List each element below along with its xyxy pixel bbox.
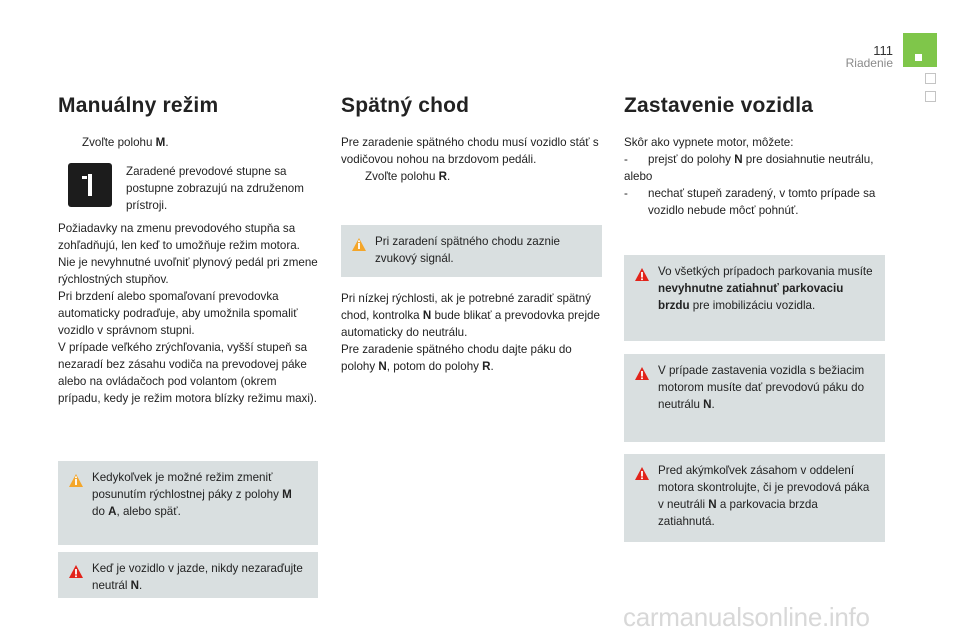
manual-mode-section [58, 92, 320, 407]
neutral-warning-text: V prípade zastavenia vozidla s bežiacim motorom musíte dať prevodovú páku do neutrálu N. [658, 364, 865, 411]
reverse-title: Spätný chod [341, 94, 470, 117]
manual-info-box [58, 461, 318, 545]
reverse-intro: Pre zaradenie spätného chodu musí vozidlo stáť s vodičovou nohou na brzdovom pedáli. [341, 136, 599, 166]
reverse-details [341, 290, 603, 375]
stopping-intro: Skôr ako vypnete motor, môžete: [624, 136, 794, 149]
tab-outline-square [925, 73, 936, 84]
reverse-section [341, 92, 603, 185]
gear-display-row [58, 163, 320, 214]
manual-paragraph: Nie je nevyhnutné uvoľniť plynový pedál pri zmene rýchlostných stupňov. [58, 256, 318, 286]
manual-info-text: Kedykoľvek je možné režim zmeniť posunutím rýchlostnej páky z polohy M do A, alebo späť. [92, 471, 292, 518]
stopping-option: - nechať stupeň zaradený, v tomto prípade sa vozidlo nebude môcť pohnúť. [624, 187, 876, 217]
engine-warning-text: Pred akýmkoľvek zásahom v oddelení motora skontrolujte, či je prevodová páka v neutráli N a parkovacia brzda zatiahnutá. [658, 464, 870, 528]
neutral-warning-box [624, 354, 885, 442]
warning-icon [68, 564, 84, 585]
reverse-info-text: Pri zaradení spätného chodu zaznie zvukový signál. [375, 235, 560, 265]
reverse-paragraph: Pre zaradenie spätného chodu dajte páku do polohy N, potom do polohy R. [341, 343, 572, 373]
page-number: 111 [873, 43, 893, 58]
reverse-paragraph: Pri nízkej rýchlosti, ak je potrebné zaradiť spätný chod, kontrolka N bude blikať a prevodovka prejde automaticky do neutrálu. [341, 292, 600, 339]
manual-warning-box [58, 552, 318, 598]
parking-warning-box [624, 255, 885, 341]
tab-outline-square [925, 91, 936, 102]
select-m-instruction: Zvoľte polohu M. [82, 136, 169, 149]
manual-paragraph: Pri brzdení alebo spomaľovaní prevodovka automaticky podraďuje, aby umožnila spomaliť vozidlo v správnom stupni. [58, 290, 298, 337]
warning-icon [634, 366, 650, 387]
stopping-or: alebo [624, 170, 653, 183]
section-tab-marker [903, 33, 937, 67]
select-r-instruction: Zvoľte polohu R. [365, 170, 451, 183]
info-icon [351, 237, 367, 258]
engine-warning-box [624, 454, 885, 542]
info-icon [68, 473, 84, 494]
manual-paragraph: V prípade veľkého zrýchľovania, vyšší stupeň sa nezaradí bez zásahu vodiča na prevodovej páke alebo na ovládačoch pod volantom (okrem prípadu, kedy je režim motora blízky režimu maxi). [58, 341, 318, 405]
manual-mode-title: Manuálny režim [58, 94, 219, 117]
gear-display-image [68, 163, 112, 207]
parking-warning-text: Vo všetkých prípadoch parkovania musíte nevyhnutne zatiahnuť parkovaciu brzdu pre imobilizáciu vozidla. [658, 265, 873, 312]
manual-paragraph: Požiadavky na zmenu prevodového stupňa sa zohľadňujú, len keď to umožňuje režim motora. [58, 222, 300, 252]
manual-warning-text: Keď je vozidlo v jazde, nikdy nezaraďujte neutrál N. [92, 562, 303, 592]
gear-display-text: Zaradené prevodové stupne sa postupne zobrazujú na združenom prístroji. [126, 165, 304, 212]
stopping-title: Zastavenie vozidla [624, 94, 814, 117]
section-tab-square [915, 54, 922, 61]
watermark: carmanualsonline.info [623, 602, 870, 632]
warning-icon [634, 466, 650, 487]
reverse-info-box [341, 225, 602, 277]
section-name: Riadenie [845, 56, 893, 70]
stopping-option: - prejsť do polohy N pre dosiahnutie neutrálu, [624, 153, 874, 166]
warning-icon [634, 267, 650, 288]
stopping-section [624, 92, 886, 219]
